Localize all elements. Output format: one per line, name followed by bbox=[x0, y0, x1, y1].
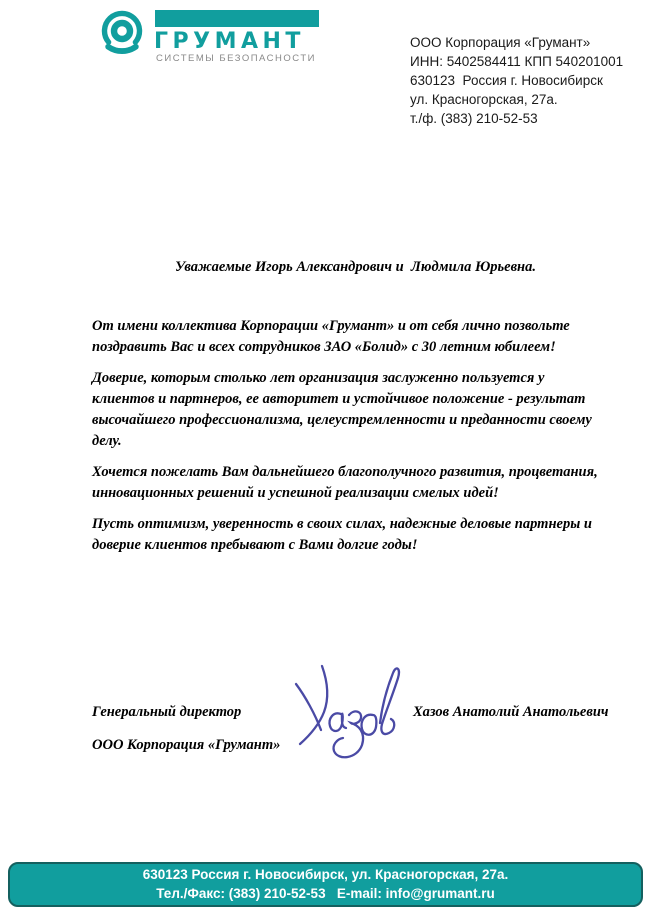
grumant-logo-icon bbox=[97, 9, 147, 59]
footer-address-banner bbox=[8, 862, 643, 907]
handwritten-signature-ink bbox=[283, 658, 411, 776]
company-street-line: ул. Красногорская, 27а. bbox=[410, 92, 558, 107]
company-phone-line: т./ф. (383) 210-52-53 bbox=[410, 111, 538, 126]
company-requisites bbox=[410, 33, 630, 128]
signer-title: Генеральный директор bbox=[92, 704, 242, 720]
logo-tagline: СИСТЕМЫ БЕЗОПАСНОСТИ bbox=[156, 53, 316, 64]
letter-greeting: Уважаемые Игорь Александрович и Людмила Юрьевна. bbox=[175, 259, 536, 275]
signer-company: ООО Корпорация «Грумант» bbox=[92, 737, 281, 753]
logo-bar bbox=[155, 10, 319, 27]
company-city-line: 630123 Россия г. Новосибирск bbox=[410, 73, 603, 88]
company-name-line: ООО Корпорация «Грумант» bbox=[410, 35, 591, 50]
letter-paragraph: От имени коллектива Корпорации «Грумант» и от себя лично позвольте поздравить Вас и всех сотрудников ЗАО «Болид» с 30 летним юбилеем! bbox=[92, 318, 570, 355]
footer-contacts-line: Тел./Факс: (383) 210-52-53 E-mail: info@grumant.ru bbox=[156, 886, 495, 901]
letter-paragraph: Хочется пожелать Вам дальнейшего благополучного развития, процветания, инновационных решений и успешной реализации смелых идей! bbox=[92, 464, 598, 501]
letter-paragraph: Доверие, которым столько лет организация заслуженно пользуется у клиентов и партнеров, ее авторитет и устойчивое положение - результат высочайшего профессионализма, целеустремленности и преданности своему делу. bbox=[92, 370, 592, 449]
signer-name: Хазов Анатолий Анатольевич bbox=[413, 704, 609, 720]
footer-address-line: 630123 Россия г. Новосибирск, ул. Красногорская, 27а. bbox=[142, 867, 509, 882]
letter-paragraph: Пусть оптимизм, уверенность в своих силах, надежные деловые партнеры и доверие клиентов пребывают с Вами долгие годы! bbox=[92, 516, 592, 553]
company-inn-line: ИНН: 5402584411 КПП 540201001 bbox=[410, 54, 624, 69]
letter-body bbox=[92, 316, 600, 566]
logo-name: ГРУМАНТ bbox=[154, 29, 305, 54]
